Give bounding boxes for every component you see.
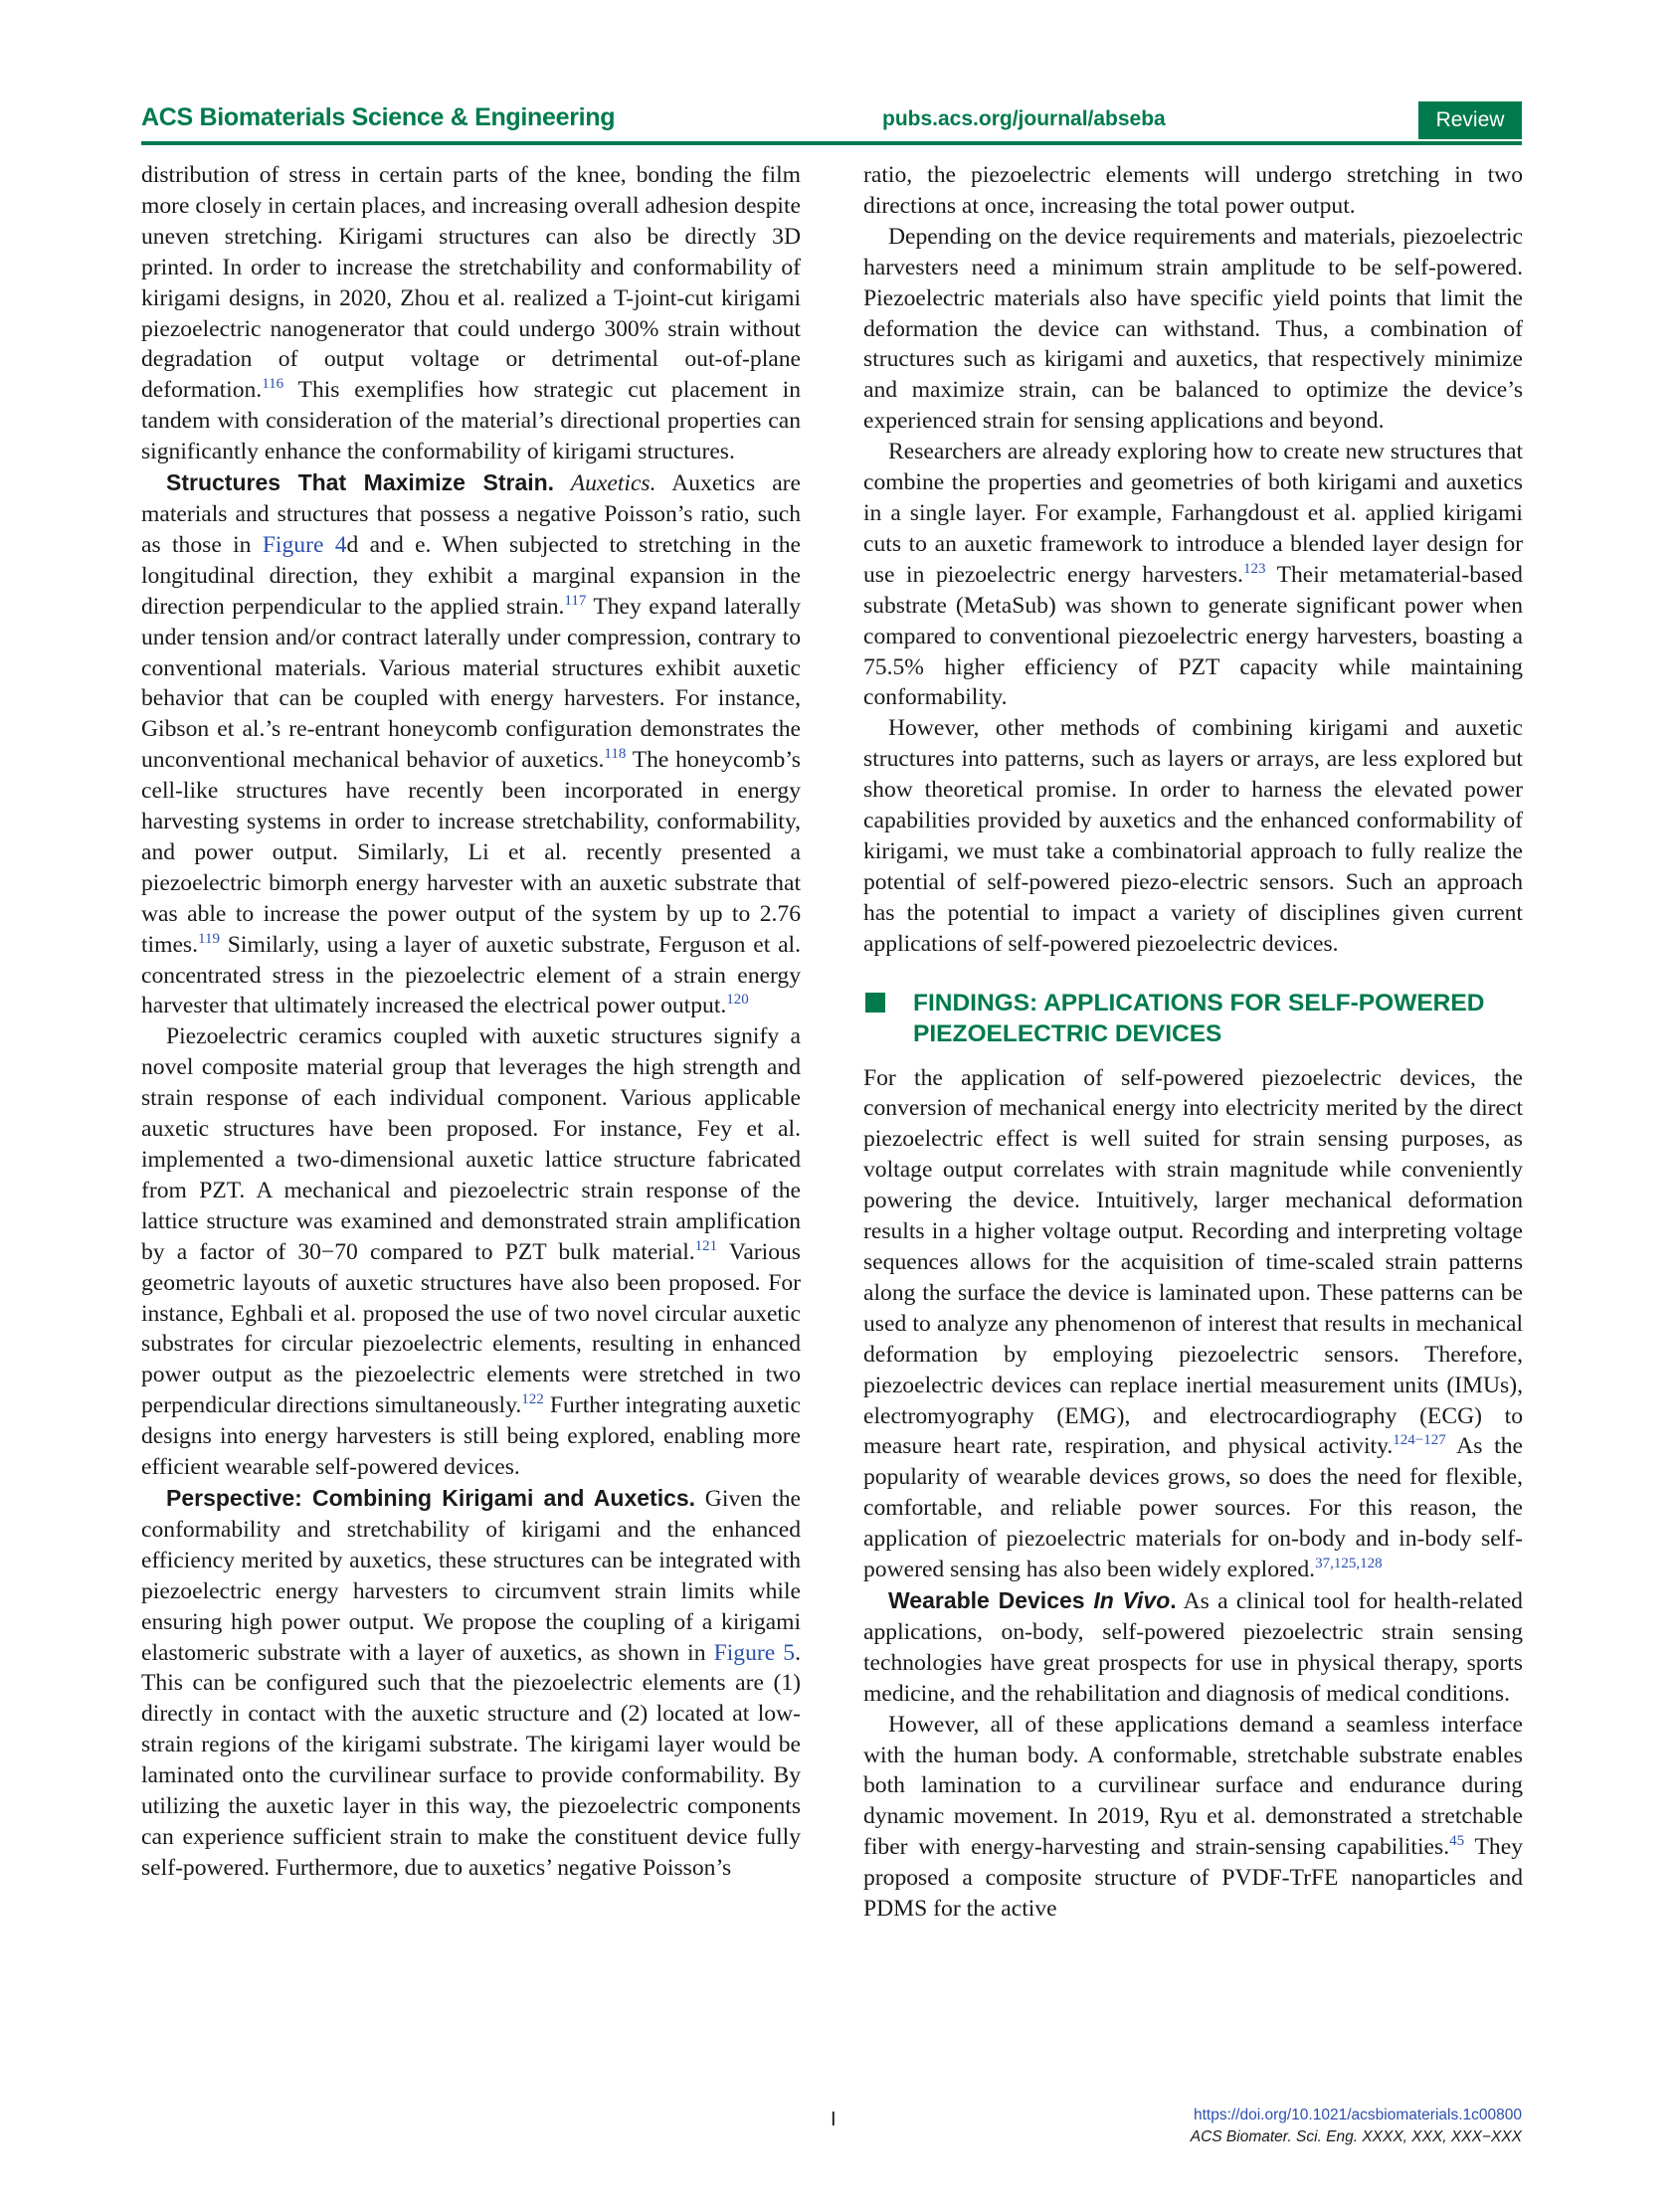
paragraph (141, 1021, 801, 1483)
body-text: Piezoelectric ceramics coupled with auxetic structures signify a novel composite material group that leverages the high strength and strain response of each individual component. Various applicable auxetic structures have been proposed. For instance, Fey et al. implemented a two-dimensional auxetic lattice structure fabricated from PZT. A mechanical and piezoelectric strain response of the lattice structure was examined and demonstrated strain amplification by a factor of 30−70 compared to PZT bulk material. (141, 1023, 801, 1265)
page-number: I (831, 2109, 837, 2130)
body-text: However, all of these applications demand a seamless interface with the human body. A conformable, stretchable substrate enables both lamination to a curvilinear surface and endurance during dynamic movement. In 2019, Ryu et al. demonstrated a stretchable fiber with energy-harvesting and strain-sensing capabilities. (863, 1711, 1523, 1861)
body-text: Further integrating auxetic designs into energy harvesters is still being explored, enabling more efficient wearable self-powered devices. (141, 1392, 801, 1481)
right-column-top (863, 160, 1523, 960)
right-column-bottom (863, 1063, 1523, 1925)
citation-link[interactable]: 37,125,128 (1315, 1556, 1383, 1572)
body-text: They proposed a composite structure of PVDF-TrFE nanoparticles and PDMS for the active (863, 1834, 1523, 1923)
paragraph (141, 467, 801, 1021)
journal-url[interactable]: pubs.acs.org/journal/abseba (882, 107, 1166, 130)
article-type-badge: Review (1418, 101, 1522, 139)
citation-link[interactable]: 45 (1449, 1833, 1465, 1850)
paragraph (863, 713, 1523, 959)
paragraph (863, 1710, 1523, 1925)
paragraph (141, 160, 801, 467)
body-text: Auxetics are materials and structures that possess a negative Poisson’s ratio, such as those in (141, 470, 801, 558)
paragraph (141, 1483, 801, 1884)
citation-link[interactable]: 117 (564, 592, 587, 609)
citation-link[interactable]: 119 (198, 930, 220, 947)
citation-link[interactable]: 122 (521, 1391, 544, 1408)
paragraph (863, 160, 1523, 222)
body-text: Depending on the device requirements and materials, piezoelectric harvesters need a minimum strain amplitude to be self-powered. Piezoelectric materials also have specific yield points that limit the deformation the device can withstand. Thus, a combination of structures such as kirigami and auxetics, that respectively minimize and maximize strain, can be balanced to optimize the device’s experienced strain for sensing applications and beyond. (863, 223, 1523, 435)
body-text: However, other methods of combining kirigami and auxetic structures into patterns, such as layers or arrays, are less explored but show theoretical promise. In order to harness the elevated power capabilities provided by auxetics and the enhanced conformability of kirigami, we must take a combinatorial approach to fully realize the potential of self-powered piezo-electric sensors. Such an approach has the potential to impact a variety of disciplines given current applications of self-powered piezoelectric devices. (863, 715, 1523, 957)
section-square-icon (865, 993, 885, 1013)
running-header (141, 101, 1522, 145)
paragraph (863, 1063, 1523, 1585)
right-column (863, 160, 1523, 1925)
figure-link[interactable]: Figure 4 (262, 531, 347, 558)
run-in-heading: . (1170, 1586, 1177, 1613)
run-in-heading: Perspective: Combining Kirigami and Auxetics. (166, 1484, 696, 1511)
body-text: For the application of self-powered piezoelectric devices, the conversion of mechanical energy into electricity merited by the direct piezoelectric effect is well suited for strain sensing purposes, as voltage output correlates with strain magnitude while conveniently powering the device. Intuitively, larger mechanical deformation results in a higher voltage output. Recording and interpreting voltage sequences allows for the acquisition of time-scaled strain patterns along the surface the device is laminated upon. These patterns can be used to analyze any phenomenon of interest that results in mechanical deformation by employing piezoelectric sensors. Therefore, piezoelectric devices can replace inertial measurement units (IMUs), electromyography (EMG), and electrocardiography (ECG) to measure heart rate, respiration, and physical activity. (863, 1064, 1523, 1460)
body-text: This exemplifies how strategic cut placement in tandem with consideration of the material’s directional properties can significantly enhance the conformability of kirigami structures. (141, 377, 801, 465)
body-text: Given the conformability and stretchability of kirigami and the enhanced efficiency merited by auxetics, these structures can be integrated with piezoelectric energy harvesters to circumvent strain limits while ensuring high power output. We propose the coupling of a kirigami elastomeric substrate with a layer of auxetics, as shown in (141, 1485, 801, 1666)
body-text: Various geometric layouts of auxetic structures have also been proposed. For instance, Eghbali et al. proposed the use of two novel circular auxetic substrates for circular piezoelectric elements, resulting in enhanced power output as the piezoelectric elements were stretched in two perpendicular directions simultaneously. (141, 1238, 801, 1419)
citation-link[interactable]: 116 (262, 376, 284, 393)
paragraph (863, 222, 1523, 437)
journal-title: ACS Biomaterials Science & Engineering (141, 103, 616, 131)
citation-link[interactable]: 124−127 (1393, 1432, 1446, 1449)
body-text: distribution of stress in certain parts of the knee, bonding the film more closely in certain places, and increasing overall adhesion despite uneven stretching. Kirigami structures can also be directly 3D printed. In order to increase the stretchability and conformability of kirigami designs, in 2020, Zhou et al. realized a T-joint-cut kirigami piezoelectric nanogenerator that could undergo 300% strain without degradation of output voltage or detrimental out-of-plane deformation. (141, 162, 801, 404)
citation-link[interactable]: 123 (1242, 560, 1266, 577)
run-in-heading: Wearable Devices (888, 1586, 1094, 1613)
body-text: Researchers are already exploring how to create new structures that combine the properties and geometries of both kirigami and auxetics in a single layer. For example, Farhangdoust et al. applied kirigami cuts to an auxetic framework to introduce a blended layer design for use in piezoelectric energy harvesters. (863, 439, 1523, 588)
body-text: Their metamaterial-based substrate (MetaSub) was shown to generate significant power when compared to conventional piezoelectric energy harvesters, boasting a 75.5% higher efficiency of PZT capacity while maintaining conformability. (863, 561, 1523, 711)
citation-link[interactable]: 121 (694, 1237, 718, 1254)
body-text: As the popularity of wearable devices grows, so does the need for flexible, comfortable, and reliable power sources. For this reason, the application of piezoelectric materials for on-body and in-body self-powered sensing has also been widely explored. (863, 1433, 1524, 1583)
body-text: They expand laterally under tension and/or contract laterally under compression, contrary to conventional materials. Various material structures exhibit auxetic behavior that can be coupled with energy harvesters. For instance, Gibson et al.’s re-entrant honeycomb configuration demonstrates the unconventional mechanical behavior of auxetics. (141, 593, 802, 774)
section-heading-text: FINDINGS: APPLICATIONS FOR SELF-POWERED PIEZOELECTRIC DEVICES (913, 989, 1485, 1047)
body-text: ratio, the piezoelectric elements will undergo stretching in two directions at once, increasing the total power output. (863, 162, 1523, 219)
body-text: The honeycomb’s cell-like structures have recently been incorporated in energy harvesting systems in order to increase stretchability, conformability, and power output. Similarly, Li et al. recently presented a piezoelectric bimorph energy harvester with an auxetic substrate that was able to increase the power output of the system by up to 2.76 times. (141, 747, 801, 958)
citation-line: ACS Biomater. Sci. Eng. XXXX, XXX, XXX−XXX (1190, 2128, 1522, 2145)
body-text: d and e. When subjected to stretching in the longitudinal direction, they exhibit a marginal expansion in the direction perpendicular to the applied strain. (141, 531, 801, 620)
body-text: . This can be configured such that the piezoelectric elements are (1) directly in contact with the auxetic structure and (2) located at low-strain regions of the kirigami substrate. The kirigami layer would be laminated onto the curvilinear surface to provide conformability. By utilizing the auxetic layer in this way, the piezoelectric components can experience sufficient strain to make the constituent device fully self-powered. Furthermore, due to auxetics’ negative Poisson’s (141, 1639, 802, 1881)
citation-link[interactable]: 118 (604, 746, 627, 763)
body-text: Similarly, using a layer of auxetic substrate, Ferguson et al. concentrated stress in the piezoelectric element of a strain energy harvester that ultimately increased the electrical power output. (141, 931, 801, 1019)
paragraph (863, 1585, 1523, 1710)
italic-text: Auxetics. (554, 470, 656, 497)
body-text: As a clinical tool for health-related applications, on-body, self-powered piezoelectric strain sensing technologies have great prospects for use in physical therapy, sports medicine, and the rehabilitation and diagnosis of medical conditions. (863, 1587, 1523, 1707)
run-in-heading-italic: In Vivo (1093, 1586, 1171, 1613)
run-in-heading: Structures That Maximize Strain. (166, 469, 555, 496)
figure-link[interactable]: Figure 5 (713, 1639, 796, 1666)
paragraph (863, 437, 1523, 713)
section-heading (863, 988, 1523, 1049)
doi-link[interactable]: https://doi.org/10.1021/acsbiomaterials.1c00800 (1193, 2107, 1522, 2123)
citation-link[interactable]: 120 (726, 992, 749, 1009)
left-column (141, 160, 801, 1884)
